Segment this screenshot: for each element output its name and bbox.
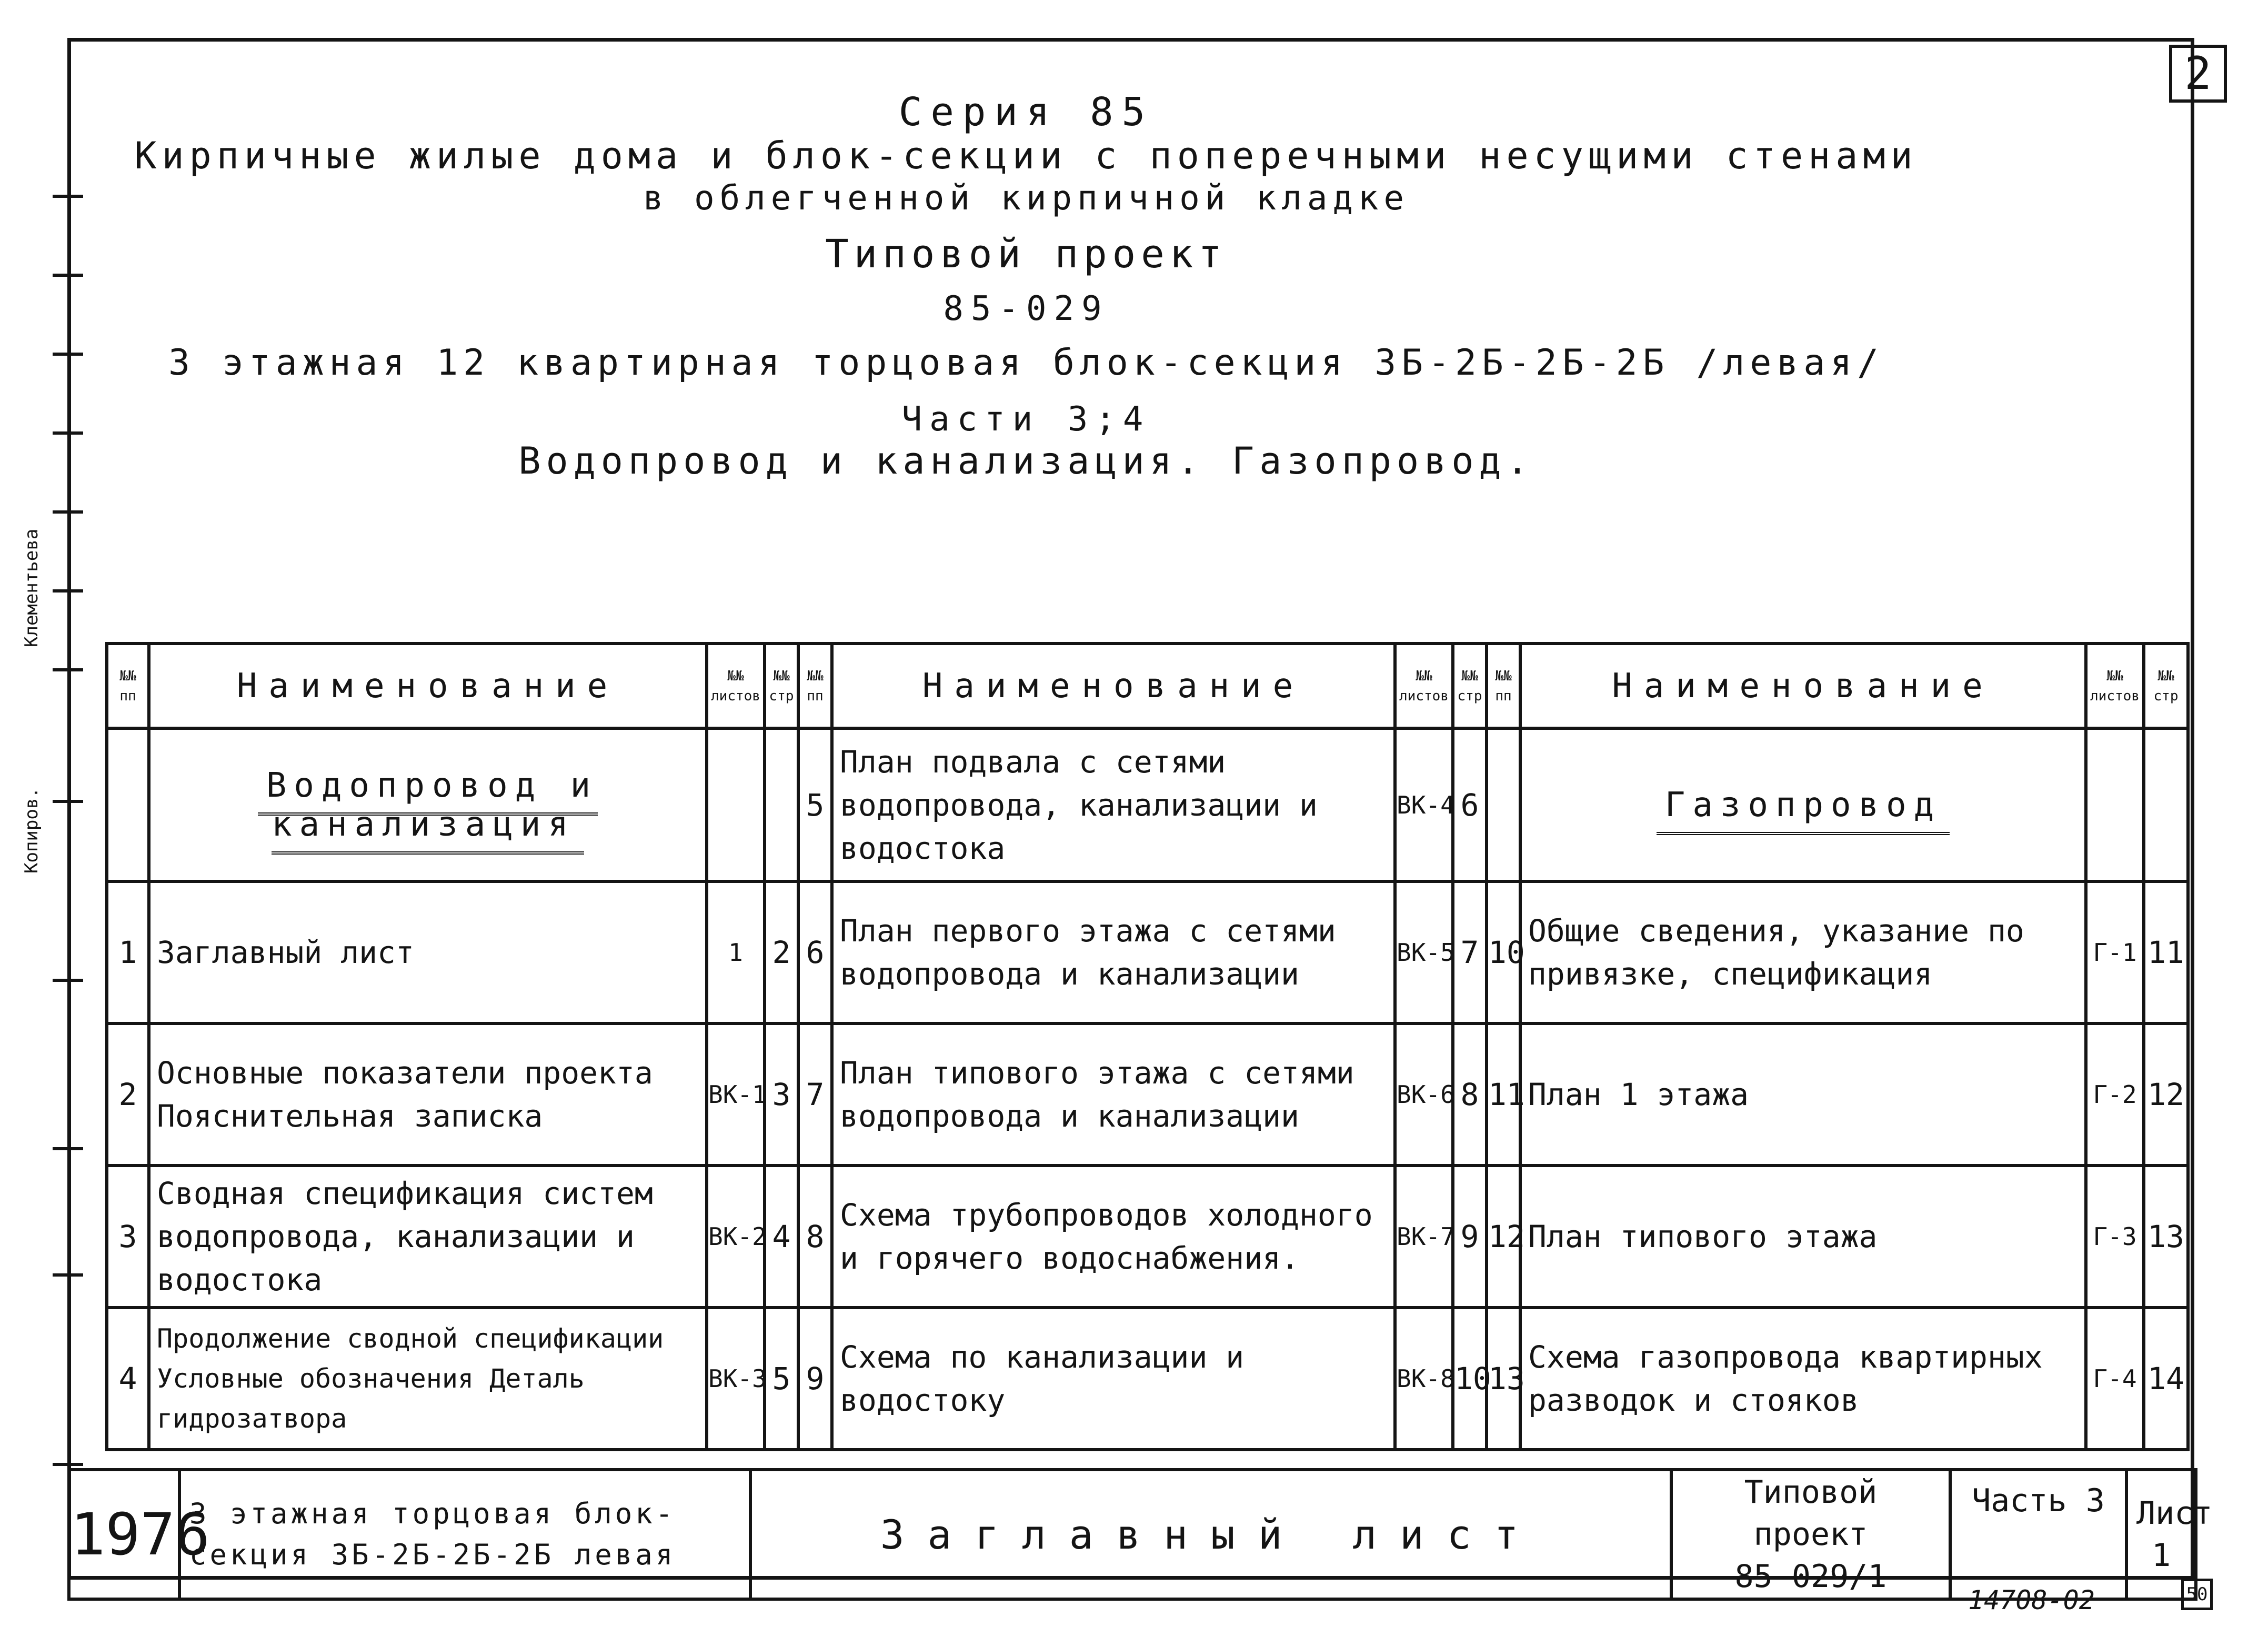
stamp-standard-code: 85-029/1 [1734, 1558, 1887, 1595]
header-nn: №№ пп [107, 644, 149, 728]
table-row: Водопровод и канализация 5 План подвала с сетями водопровода, канализации и водостока ВК-4 6 Газопровод [107, 728, 2188, 881]
strip-tick [53, 510, 83, 514]
table-row: 3 Сводная спецификация систем водопровода, канализации и водостока ВК-2 4 8 Схема трубопроводов холодного и горячего водоснабжения. ВК-7 9 12 План типового этажа Г-3 13 [107, 1166, 2188, 1308]
stamp-part: Часть 3 [1950, 1470, 2126, 1599]
stamp-standard [1671, 1470, 1950, 1599]
page-number: 50 [2181, 1579, 2213, 1610]
stamp-object: 3 этажная торцовая блок-секция 3Б-2Б-2Б-2Б левая [179, 1470, 750, 1599]
header-sheets: №№ листов [707, 644, 765, 728]
table-row: 2 Основные показатели проекта Пояснительная записка ВК-1 3 7 План типового этажа с сетями водопровода и канализации ВК-6 8 11 План 1 этажа Г-2 12 [107, 1023, 2188, 1166]
title-line-1: Кирпичные жилые дома и блок-секции с поперечными несущими стенами [134, 134, 1918, 177]
title-stamp [67, 1468, 2213, 1601]
title-line-3: Типовой проект [825, 232, 1227, 277]
sheet-number-box: 2 [2169, 45, 2227, 103]
header-page: №№ стр [765, 644, 798, 728]
header-sheets: №№ листов [1395, 644, 1453, 728]
header-name: Наименование [149, 644, 707, 728]
section-gas: Газопровод [1520, 728, 2086, 881]
stamp-year: 1976 [69, 1470, 179, 1599]
stamp-standard-label: Типовой проект [1744, 1474, 1878, 1553]
strip-tick [53, 1273, 83, 1277]
header-page: №№ стр [2144, 644, 2188, 728]
header-name: Наименование [832, 644, 1395, 728]
project-code: 85-029 [943, 289, 1109, 328]
strip-tick [53, 979, 83, 982]
strip-tick [53, 1147, 83, 1150]
signature-label: Клементьева [21, 528, 42, 647]
series-title: Серия 85 [898, 89, 1154, 135]
header-nn: №№ пп [1487, 644, 1520, 728]
strip-tick [53, 1463, 83, 1466]
header-sheets: №№ листов [2086, 644, 2144, 728]
table-header-row [107, 644, 2188, 728]
title-line-5: 3 этажная 12 квартирная торцовая блок-секция 3Б-2Б-2Б-2Б /левая/ [168, 342, 1884, 384]
inventory-number: 14708-02 [1968, 1585, 2095, 1615]
stamp-sheet-title: Заглавный лист [750, 1470, 1671, 1599]
strip-tick [53, 589, 83, 592]
parts-label: Части 3;4 [901, 400, 1151, 439]
strip-tick [53, 800, 83, 803]
title-line-2: в облегченной кирпичной кладке [643, 179, 1409, 218]
title-line-7: Водопровод и канализация. Газопровод. [518, 439, 1534, 483]
contents-table [105, 642, 2190, 1451]
header-page: №№ стр [1453, 644, 1487, 728]
header-name: Наименование [1520, 644, 2086, 728]
stamp-sheet-label: Лист [2136, 1495, 2213, 1532]
section-water: Водопровод и канализация [149, 728, 707, 881]
table-row: 1 Заглавный лист 1 2 6 План первого этажа с сетями водопровода и канализации ВК-5 7 10 Общие сведения, указание по привязке, спецификация Г-1 11 [107, 881, 2188, 1023]
strip-tick [53, 668, 83, 671]
header-nn: №№ пп [798, 644, 832, 728]
copied-label: Копиров. [21, 787, 42, 873]
table-row: 4 Продолжение сводной спецификации Условные обозначения Деталь гидрозатвора ВК-3 5 9 Схема по канализации и водостоку ВК-8 10 13 Схема газопровода квартирных разводок и стояков Г-4 14 [107, 1308, 2188, 1450]
stamp-sheet-value: 1 [2151, 1537, 2171, 1574]
